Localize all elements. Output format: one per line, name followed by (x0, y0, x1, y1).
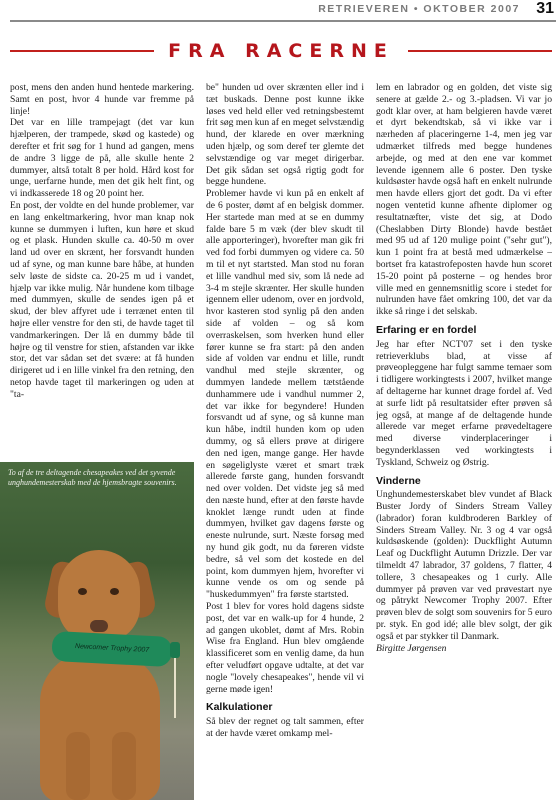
page-number: 31 (536, 0, 554, 17)
subheading: Erfaring er en fordel (376, 323, 477, 336)
dog-nose (90, 620, 108, 632)
paragraph: Så blev der regnet og talt sammen, efter at der havde været omkamp mel- (206, 716, 364, 740)
training-dummy (51, 631, 172, 667)
article-column-1 (10, 82, 194, 457)
dog-leg (66, 732, 90, 800)
dog-eye (110, 588, 119, 595)
paragraph: post, mens den anden hund hentede markering. Samt en post, hvor 4 hunde var fremme på linje! (10, 82, 194, 117)
subheading: Kalkulationer (206, 701, 273, 714)
article-column-3 (376, 82, 552, 794)
dog-photo (0, 462, 194, 800)
magazine-issue: RETRIEVEREN • OKTOBER 2007 (318, 3, 520, 15)
paragraph: Jeg har efter NCT'07 set i den tyske retrieverklubs blad, at visse af prøveopleggene har fulgt samme temaer som i tidligere workingtests i 2007, hvilket mange af deltagerne har kunnet drage fordel af. Ved at surfe lidt på resultatsider efter prøven så jeg også, at mange af de deltagende hunde allerede var meget erfarne prøvedeltagere med diverse vinderplaceringer i begynderklassen ved workingtests i Tyskland, Schweiz og Østrig. (376, 338, 552, 468)
photo-caption: To af de tre deltagende chesapeakes ved det syvende unghundemesterskab med de hjemsbragte souvenirs. (8, 468, 177, 487)
dummy-cap (170, 642, 180, 658)
dog-leg (112, 732, 136, 800)
dummy-rope (174, 658, 176, 718)
article-column-2 (206, 82, 364, 794)
paragraph: Post 1 blev for vores hold dagens sidste post, det var en walk-up for 4 hunde, 2 ad gangen ukoblet, dømt af Mrs. Robin Wise fra England. Hun blev omgående klassificeret som en venlig dame, da hun efter veludført opgave udtalte, at det var nogle "lovely chesapeakes", hende vil vi gerne møde igen! (206, 601, 364, 695)
header-rule (10, 20, 556, 22)
paragraph: lem en labrador og en golden, det viste sig senere at gælde 2.- og 3.-pladsen. Vi var jo godt klar over, at ham belgieren havde været et dyrt bekendtskab, så vi ikke var i nærheden af placeringerne 1-4, men jeg var udmærket tilfreds med begge hundenes arbejde, og med at den ene var kommet levende igennem alle 6 poster. Den tyske kuldsøster havde også haft en enkelt nulrunde men havde ellers gjort det godt. Da vi efter nogen ventetid kunne afhente diplomer og resultatnæfter, viste det sig, at Dodo (Cheslabben Dirty Blonde) havde bestået med 95 ud af 120 mulige point ("sehr gut"), kun 1 point fra at bestå med udmærkelse – bortset fra katastrofeposten havde hun scoret 15-20 point på posterne – og hendes bror ville med en gennemsnitlig score i stedet for nulrunden have fået omkring 100, det var da ikke så ringe i det selskab. (376, 82, 552, 318)
paragraph: En post, der voldte en del hunde problemer, var en lang enkeltmarkering, hvor man knap nok kunne se dummyen i luften, kun høre et skud og et plask. Hunden skulle ca. 40-50 m over land ud over en skrænt, her forsvandt hunden ud af syne, og man kunne bare håbe, at hunden selv løste de sidste ca. 20-25 m ud i vandet, hjælp var ikke mulig. Når hundene kom tilbage med dummyen, skulle de sendes igen på et skud, der blev affyret ude i terrænet enten til højre eller venstre for den sti, de havde taget til vandmarkeringen. Der lå en dummy både til højre og til venstre for stien, afstanden var ikke stor, det var sådan set det svære: at få hunden dirigeret ud i en lille vinkel fra den retning, den netop havde taget til markeringen og uden at "ta- (10, 199, 194, 400)
page-header (0, 0, 560, 22)
author-signature: Birgitte Jørgensen (376, 642, 447, 654)
paragraph: Problemer havde vi kun på en enkelt af de 6 poster, dømt af en belgisk dommer. Her startede man med at se en dummy falde bare 5 m væk (der blev skudt til alle apporteringer), hvorefter man gik fri ved fod forbi dummyen og videre ca. 50 m til et nyt startsted. Man stod nu foran et lille vandhul med siv, som lå nede ad 3-4 m stejle skrænter. Her skulle hunden igennem eller udenom, over en jordvold, hvor kasteren stod synlig på den anden side af volden – og så kom overraskelsen, som hverken hund eller fører kunne se fra start: på den anden side af volden var endnu et lille, rundt vandhul med stejle skrænter, og dummyen landede mellem tætstående dunhammere ude i vandhul nummer 2, det var ikke for begyndere! Hunden forsvandt ud af syne, og så kunne man kun håbe, indtil hunden kom op uden dummy, og så ellers prøve at dirigere den ned igen, mange gange. Her havde en søgeliglyste været et smart træk allerede første gang, hunden forsvandt ned over volden. Det vidste jeg så med den næste hund, efter at den første havde knoklet længe rundt uden at finde dummyen, hvilket gav dagens første og eneste nulrunde, surt. Næste forsøg med ny hund gik godt, nu da føreren vidste bedre, så vel som det kostede en del point, kom dummyen hjem, hvorefter vi kunne vende os om og sende på "huskedummyen" fra første startsted. (206, 188, 364, 601)
dummy-print: Newcomer Trophy 2007 (74, 643, 150, 654)
title-rule-left (10, 50, 154, 52)
paragraph: Unghundemesterskabet blev vundet af Black Buster Jordy of Sinders Stream Valley (labrador) foran kuldbroderen Barkley of Sinders Stream Valley. Nr. 3 og 4 var også kuldsøskende (golden): Duckflight Autumn Leaf og Duckflight Autumn Drizzle. Der var tilmeldt 47 labrador, 37 goldens, 7 flatter, 4 tollere, 3 chesapeakes og 1 curly. Alle dummyer på prøven var ved prøvestart nye og påtrykt Newcomer Trophy 2007. Efter prøven blev de solgt som souvenirs for 5 euro pr. styk. En god idé; alle blev solgt, der gik også et par stykker til Danmark. (376, 489, 552, 642)
dog-eye (78, 588, 87, 595)
dog-body (40, 652, 160, 800)
section-title: FRA RACERNE (168, 40, 394, 62)
title-rule-right (408, 50, 552, 52)
section-title-bar (10, 38, 552, 64)
paragraph: be" hunden ud over skrænten eller ind i tæt buskads. Denne post kunne ikke løses ved held eller ved retningsbestemt frit søg men kun af en meget selvstændig hund, der klarede en over mærkning uden hjælp, og som deref ter glemte det selvstændige og var meget dirigerbar. Det gik sådan set også rigtig godt for begge hundene. (206, 82, 364, 188)
subheading: Vinderne (376, 474, 421, 487)
paragraph: Det var en lille trampejagt (det var kun hjælperen, der trampede, skød og kastede) og derefter et frit søg for 1 hund ad gangen, mens de andre 3 ligge de på, alle skulle hente 2 dummyer, altså totalt 8 per hold. Hård kost for unge, uerfarne hunde, men det gik helt fint, og vi indkasserede 18 og 20 point her. (10, 117, 194, 200)
